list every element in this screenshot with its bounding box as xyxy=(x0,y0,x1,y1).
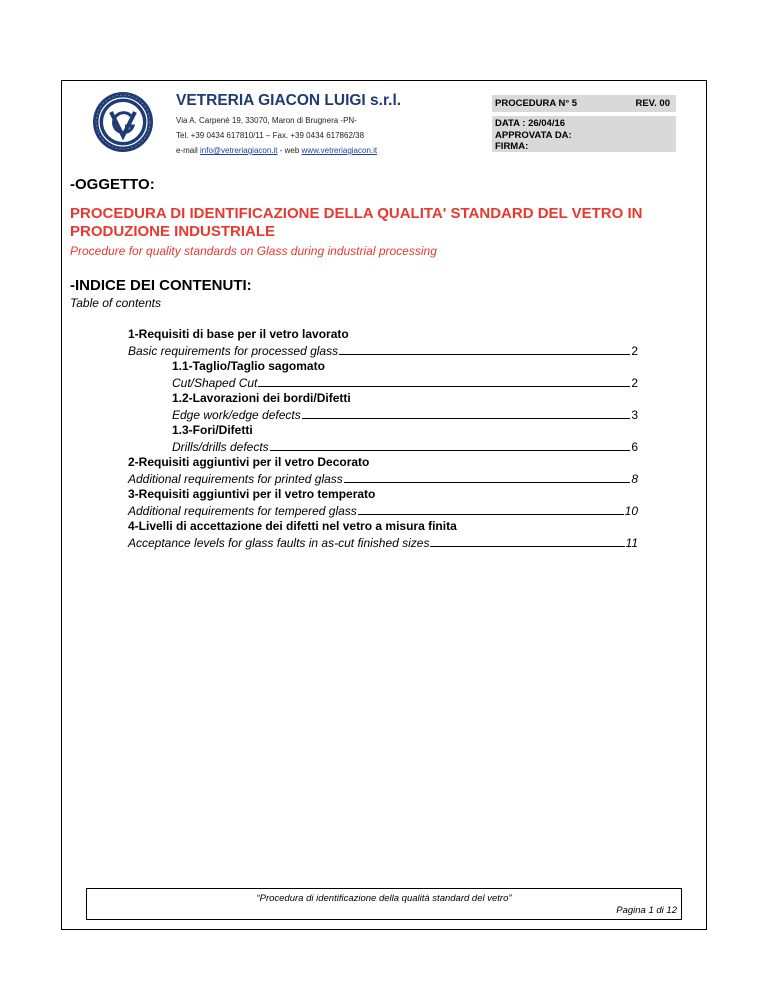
toc-entry-title: 3-Requisiti aggiuntivi per il vetro temperato xyxy=(128,487,376,501)
signature: FIRMA: xyxy=(495,141,529,152)
toc-leader xyxy=(339,343,630,355)
toc-entry-title: 1.2-Lavorazioni dei bordi/Difetti xyxy=(172,391,351,405)
toc-entry[interactable] xyxy=(128,471,638,487)
toc-entry[interactable] xyxy=(172,439,638,455)
toc-page-number: 11 xyxy=(625,536,638,550)
toc-subtitle: Table of contents xyxy=(70,296,161,310)
toc-heading: -INDICE DEI CONTENUTI: xyxy=(70,277,252,294)
toc-entry-english: Cut/Shaped Cut xyxy=(172,376,258,390)
document-subtitle: Procedure for quality standards on Glass during industrial processing xyxy=(70,244,437,258)
toc-entry[interactable] xyxy=(128,535,638,551)
toc-entry-title: 1-Requisiti di base per il vetro lavorato xyxy=(128,327,349,341)
toc-page-number: 2 xyxy=(631,376,638,390)
toc-leader xyxy=(358,503,624,515)
procedure-number: PROCEDURA N° 5 xyxy=(495,98,578,109)
email-link[interactable]: info@vetreriagiacon.it xyxy=(200,146,278,155)
toc-entry-english: Acceptance levels for glass faults in as-cut finished sizes xyxy=(128,536,430,550)
toc-page-number: 3 xyxy=(631,408,638,422)
website-link[interactable]: www.vetreriagiacon.it xyxy=(301,146,378,155)
toc-entry-title: 4-Livelli di accettazione dei difetti nel vetro a misura finita xyxy=(128,519,457,533)
toc-leader xyxy=(258,375,630,387)
company-name: VETRERIA GIACON LUIGI s.r.l. xyxy=(176,92,402,109)
toc-page-number: 6 xyxy=(631,440,638,454)
toc-entry[interactable] xyxy=(172,407,638,423)
toc-entry[interactable] xyxy=(128,503,638,519)
toc-entry-title: 1.1-Taglio/Taglio sagomato xyxy=(172,359,325,373)
toc-page-number: 10 xyxy=(624,504,638,518)
subject-heading: -OGGETTO: xyxy=(70,176,155,193)
toc-leader xyxy=(270,439,631,451)
toc-entry-title: 1.3-Fori/Difetti xyxy=(172,423,253,437)
company-contacts xyxy=(176,146,377,155)
toc-entry-english: Additional requirements for printed glass xyxy=(128,472,343,486)
company-logo-icon xyxy=(91,90,155,154)
document-title: PROCEDURA DI IDENTIFICAZIONE DELLA QUALITA' STANDARD DEL VETRO IN PRODUZIONE INDUSTRIALE xyxy=(70,205,643,240)
toc-entry-english: Additional requirements for tempered glass xyxy=(128,504,357,518)
toc-entry-english: Basic requirements for processed glass xyxy=(128,344,339,358)
company-phone: Tel. +39 0434 617810/11 – Fax. +39 0434 617862/38 xyxy=(176,131,365,140)
email-prefix: e-mail xyxy=(176,146,201,155)
page-number: Pagina 1 di 12 xyxy=(616,905,677,916)
procedure-box xyxy=(492,95,676,112)
toc-leader xyxy=(302,407,631,419)
toc-entry-english: Edge work/edge defects xyxy=(172,408,301,422)
toc-page-number: 8 xyxy=(631,472,638,486)
web-prefix: - web xyxy=(277,146,302,155)
document-footer xyxy=(86,888,682,920)
toc-page-number: 2 xyxy=(631,344,638,358)
toc-leader xyxy=(344,471,631,483)
toc-leader xyxy=(430,535,624,547)
toc-entry-title: 2-Requisiti aggiuntivi per il vetro Decorato xyxy=(128,455,370,469)
approval-box xyxy=(492,116,676,152)
toc-entry[interactable] xyxy=(172,375,638,391)
toc-entry[interactable] xyxy=(128,343,638,359)
procedure-date: DATA : 26/04/16 xyxy=(495,118,566,129)
footer-title: “Procedura di identificazione della qualità standard del vetro” xyxy=(256,893,512,904)
approved-by: APPROVATA DA: xyxy=(495,129,572,141)
revision-number: REV. 00 xyxy=(635,98,670,109)
document-header xyxy=(86,88,682,156)
company-address: Via A. Carpenè 19, 33070, Maron di Brugnera -PN- xyxy=(176,116,357,125)
toc-entry-english: Drills/drills defects xyxy=(172,440,269,454)
